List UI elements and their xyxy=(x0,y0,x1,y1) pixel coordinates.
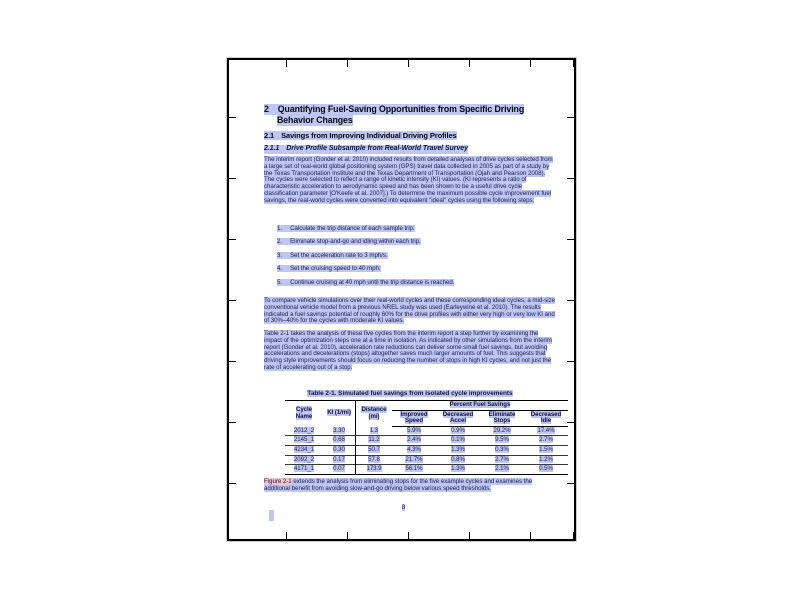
table-cell: 2.7% xyxy=(495,455,509,463)
list-item-text: Set the cruising speed to 40 mph. xyxy=(290,265,381,273)
section-number: 2 xyxy=(264,104,269,114)
table-cell: 2092_2 xyxy=(293,455,315,463)
table-cell: 50.7 xyxy=(368,445,380,453)
table-cell: 2012_2 xyxy=(293,426,315,434)
table-cell: 0.8% xyxy=(451,455,465,463)
table-cell: 1.2% xyxy=(539,455,553,463)
tick-mark xyxy=(229,300,236,301)
table-cell: 0.68 xyxy=(323,436,356,446)
table-cell: 1.3 xyxy=(369,426,379,434)
tick-mark xyxy=(530,532,531,539)
table-cell: 0.3% xyxy=(495,445,509,453)
table-cell: 2145_1 xyxy=(293,436,315,444)
tick-mark xyxy=(567,361,574,362)
tick-mark xyxy=(573,532,574,539)
subsubsection-number: 2.1.1 xyxy=(264,145,280,152)
table-cell: 173.9 xyxy=(366,465,382,473)
tick-mark xyxy=(229,361,236,362)
paragraph-intro xyxy=(264,157,556,205)
ideal-cycle-steps-list xyxy=(277,226,547,293)
tick-mark xyxy=(347,532,348,539)
subsection-number: 2.1 xyxy=(264,131,275,140)
table-cell: 9.5% xyxy=(495,436,509,444)
tick-mark xyxy=(567,483,574,484)
table-cell: 0.5% xyxy=(539,465,553,473)
list-item-number: 4. xyxy=(277,265,283,273)
table-caption: Table 2-1. Simulated fuel savings from isolated cycle improvements xyxy=(307,390,513,397)
table-cell: 3.30 xyxy=(323,426,356,436)
paragraph-table-analysis xyxy=(264,331,556,372)
list-item xyxy=(277,280,547,287)
tick-mark xyxy=(567,178,574,179)
subsection-heading xyxy=(264,131,556,140)
paragraph-text: Table 2-1 takes the analysis of these five cycles from the interim report a step further by examining the impact of the optimization steps one at a time in isolation. As indicated by other simulations from the interim report (Gonder et al. 2010), acceleration rate reductions can deliver some small fuel savings, but avoiding accelerations and decelerations (stops) altogether saves much larger amounts of fuel. This suggests that driving style improvements should focus on reducing the number of stops in high KI cycles, and not just the rate of accelerating out of a stop. xyxy=(264,330,552,371)
figure-frame xyxy=(227,58,576,541)
tick-mark xyxy=(567,117,574,118)
tick-mark xyxy=(286,532,287,539)
tick-mark xyxy=(530,60,531,67)
list-item-number: 1. xyxy=(277,225,283,232)
tick-mark xyxy=(573,60,574,67)
list-item xyxy=(277,253,547,260)
table-cell: 1.3% xyxy=(451,465,465,473)
col-header-cycle-name: Cycle Name xyxy=(295,406,313,420)
table-cell: 56.1% xyxy=(405,465,423,473)
tick-mark xyxy=(347,60,348,67)
tick-mark xyxy=(229,422,236,423)
list-item-text: Eliminate stop-and-go and idling within each trip. xyxy=(290,238,421,246)
table-cell: 57.8 xyxy=(368,455,380,463)
tick-mark xyxy=(286,60,287,67)
table-cell: 17.4% xyxy=(537,426,555,434)
tick-mark xyxy=(567,422,574,423)
col-header-eliminate-stops: Eliminate Stops xyxy=(480,410,524,426)
paragraph-figure-reference xyxy=(264,479,556,493)
table-cell: 0.17 xyxy=(323,455,356,465)
table-cell: 0.30 xyxy=(323,445,356,455)
subsection-title: Savings from Improving Individual Driving Profiles xyxy=(281,131,457,140)
list-item-number: 5. xyxy=(277,278,283,286)
tick-mark xyxy=(229,117,236,118)
table-row xyxy=(285,445,568,455)
tick-mark xyxy=(567,239,574,240)
table-cell: 5.9% xyxy=(407,426,421,434)
table-cell: 0.1% xyxy=(451,436,465,444)
section-heading xyxy=(264,104,556,126)
table-cell: 1.5% xyxy=(539,445,553,453)
subsubsection-heading xyxy=(264,145,556,154)
list-item xyxy=(277,266,547,273)
list-item xyxy=(277,239,547,246)
col-header-decreased-accel: Decreased Accel xyxy=(436,410,480,426)
section-title-line2: Behavior Changes xyxy=(277,115,353,125)
col-header-improved-speed: Improved Speed xyxy=(392,410,436,426)
col-header-distance: Distance (mi) xyxy=(361,406,387,420)
list-item-text: Set the acceleration rate to 3 mph/s. xyxy=(290,251,388,259)
table-cell: 21.7% xyxy=(405,455,423,463)
tick-mark xyxy=(229,483,236,484)
table-cell: 0.9% xyxy=(451,426,465,434)
table-row xyxy=(285,436,568,446)
table-row xyxy=(285,465,568,475)
paragraph-text: The interim report (Gonder et al. 2010) included results from detailed analyses of drive cycles selected from a large set of real-world global positioning system (GPS) travel data collected in 2005 as part of a study by the Texas Transportation Institute and the Texas Department of Transportation (Ojah and Pearson 2008). The cycles were selected to reflect a range of kinetic intensity (KI) values. (KI represents a ratio of characteristic acceleration to aerodynamic speed and has been shown to be a useful drive cycle classification parameter [O'Keefe et al. 2007].) To determine the maximum possible cycle improvement fuel savings, the real-world cycles were converted into equivalent "ideal" cycles using the following steps: xyxy=(264,156,553,204)
section-title-line1: Quantifying Fuel-Saving Opportunities from Specific Driving xyxy=(277,104,525,114)
table-row xyxy=(285,455,568,465)
table-cell: 11.2 xyxy=(368,436,380,444)
table-cell: 2.4% xyxy=(407,436,421,444)
paragraph-comparison xyxy=(264,298,556,325)
tick-mark xyxy=(408,60,409,67)
list-item-text: Calculate the trip distance of each sample trip. xyxy=(290,225,415,232)
table-cell: 2.7% xyxy=(539,436,553,444)
tick-mark xyxy=(408,532,409,539)
list-item-text: Continue cruising at 40 mph until the trip distance is reached. xyxy=(290,278,455,286)
tick-mark xyxy=(469,60,470,67)
figure-2-1-link[interactable]: Figure 2-1 xyxy=(264,478,292,485)
tick-mark xyxy=(229,178,236,179)
tick-mark xyxy=(567,300,574,301)
tick-mark xyxy=(229,239,236,240)
table-row xyxy=(285,426,568,436)
table-cell: 4234_1 xyxy=(293,445,315,453)
col-header-ki: KI (1/mi) xyxy=(323,401,356,427)
tick-mark xyxy=(469,532,470,539)
col-header-percent-fuel-savings: Percent Fuel Savings xyxy=(392,401,568,411)
table-cell: 1.3% xyxy=(451,445,465,453)
table-cell: 4171_1 xyxy=(293,465,315,473)
selection-artifact xyxy=(269,510,274,521)
table-cell: 4.3% xyxy=(407,445,421,453)
page-number: 8 xyxy=(401,504,406,511)
paragraph-text: extends the analysis from eliminating stops for the five example cycles and examines the additional benefit from avoiding slow-and-go driving below various speed thresholds. xyxy=(264,478,533,492)
table-cell: 2.1% xyxy=(495,465,509,473)
list-item-number: 2. xyxy=(277,238,283,246)
paragraph-text: To compare vehicle simulations over their real-world cycles and these corresponding ideal cycles, a mid-size conventional vehicle model from a previous NREL study was used (Earleywine et al. 2010). The results indicated a fuel savings potential of roughly 60% for the drive profiles with either very high or very low KI and of 30%–40% for the cycles with moderate KI values. xyxy=(264,297,556,325)
table-cell: 0.07 xyxy=(323,465,356,475)
subsubsection-title: Drive Profile Subsample from Real-World Travel Survey xyxy=(286,145,468,152)
col-header-decreased-idle: Decreased Idle xyxy=(524,410,568,426)
list-item-number: 3. xyxy=(277,251,283,259)
fuel-savings-table xyxy=(285,400,568,475)
list-item xyxy=(277,226,547,233)
table-cell: 29.2% xyxy=(493,426,511,434)
